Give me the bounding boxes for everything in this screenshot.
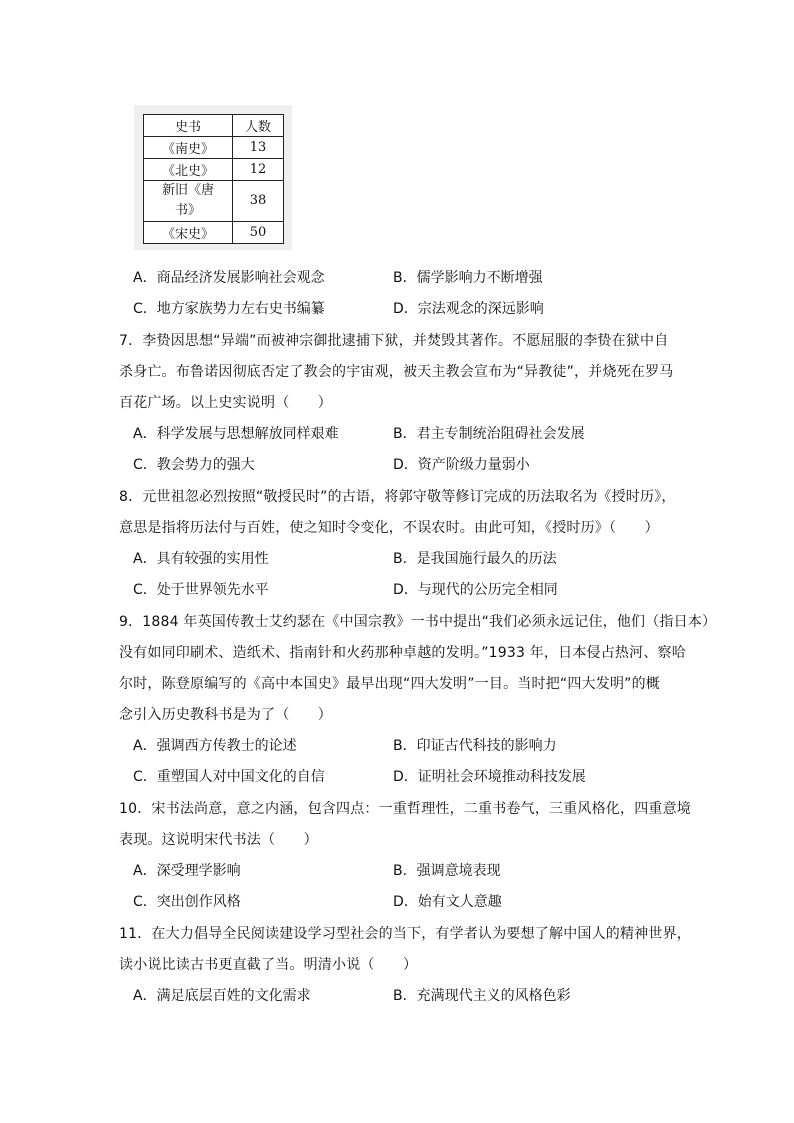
- q8-option-b: B．是我国施行最久的历法: [393, 551, 557, 567]
- q9-stem-line-3: 尔时，陈登原编写的《高中本国史》最早出现“四大发明”一目。当时把“四大发明”的概: [119, 676, 661, 692]
- q11-stem-line-1: 11．在大力倡导全民阅读建设学习型社会的当下，有学者认为要想了解中国人的精神世界，: [119, 926, 692, 942]
- history-books-table-container: [134, 105, 292, 250]
- q10-option-a: A．深受理学影响: [133, 863, 241, 879]
- table-cell-count: 50: [233, 222, 284, 244]
- table-row: [144, 137, 284, 159]
- q8-option-c: C．处于世界领先水平: [133, 582, 269, 598]
- table-header-book: 史书: [144, 115, 233, 137]
- q10-stem-line-2: 表现。这说明宋代书法（ ）: [119, 832, 318, 848]
- table-row: [144, 159, 284, 181]
- table-cell-count: 38: [233, 181, 284, 222]
- q9-stem-line-4: 念引入历史教科书是为了（ ）: [119, 707, 332, 723]
- q9-stem-line-2: 没有如同印刷术、造纸术、指南针和火药那种卓越的发明。”1933 年，日本侵占热河、察哈: [119, 645, 686, 661]
- table-cell-count: 13: [233, 137, 284, 159]
- q11-option-b: B．充满现代主义的风格色彩: [393, 988, 571, 1004]
- q7-stem-line-2: 杀身亡。布鲁诺因彻底否定了教会的宇宙观，被天主教会宣布为“异教徒”，并烧死在罗马: [119, 364, 674, 380]
- q8-option-a: A．具有较强的实用性: [133, 551, 269, 567]
- q6-option-a: A．商品经济发展影响社会观念: [133, 270, 325, 286]
- q8-stem-line-2: 意思是指将历法付与百姓，使之知时令变化，不误农时。由此可知，《授时历》（ ）: [119, 520, 659, 536]
- q7-stem-line-1: 7．李贽因思想“异端”而被神宗御批逮捕下狱，并焚毁其著作。不愿屈服的李贽在狱中自: [119, 333, 669, 349]
- table-cell-count: 12: [233, 159, 284, 181]
- q11-stem-line-2: 读小说比读古书更直截了当。明清小说（ ）: [119, 957, 418, 973]
- q9-option-a: A．强调西方传教士的论述: [133, 738, 297, 754]
- table-header-count: 人数: [233, 115, 284, 137]
- q8-option-d: D．与现代的公历完全相同: [393, 582, 558, 598]
- q11-option-a: A．满足底层百姓的文化需求: [133, 988, 311, 1004]
- q7-option-b: B．君主专制统治阻碍社会发展: [393, 426, 585, 442]
- q10-option-b: B．强调意境表现: [393, 863, 501, 879]
- table-row: [144, 222, 284, 244]
- table-cell-book: [144, 181, 233, 222]
- q9-option-b: B．印证古代科技的影响力: [393, 738, 557, 754]
- q7-option-a: A．科学发展与思想解放同样艰难: [133, 426, 339, 442]
- q10-option-c: C．突出创作风格: [133, 894, 241, 910]
- q7-option-c: C．教会势力的强大: [133, 457, 255, 473]
- table-header-row: [144, 115, 284, 137]
- table-cell-book: 《宋史》: [144, 222, 233, 244]
- q9-option-c: C．重塑国人对中国文化的自信: [133, 769, 325, 785]
- table-cell-book: 《北史》: [144, 159, 233, 181]
- q6-option-b: B．儒学影响力不断增强: [393, 270, 543, 286]
- q10-stem-line-1: 10．宋书法尚意，意之内涵，包含四点：一重哲理性，二重书卷气，三重风格化，四重意境: [119, 801, 692, 817]
- q6-option-d: D．宗法观念的深远影响: [393, 301, 544, 317]
- q6-option-c: C．地方家族势力左右史书编纂: [133, 301, 325, 317]
- q9-stem-line-1: 9．1884 年英国传教士艾约瑟在《中国宗教》一书中提出“我们必须永远记住，他们（指日本）: [119, 614, 717, 630]
- table-row: [144, 181, 284, 222]
- table-cell-book-line1: 新旧《唐: [161, 183, 214, 198]
- table-cell-book-line2: 书》: [174, 203, 201, 218]
- q10-option-d: D．始有文人意趣: [393, 894, 502, 910]
- q8-stem-line-1: 8．元世祖忽必烈按照“敬授民时”的古语，将郭守敬等修订完成的历法取名为《授时历》，: [119, 489, 676, 505]
- history-books-table: [143, 114, 284, 244]
- q9-option-d: D．证明社会环境推动科技发展: [393, 769, 586, 785]
- q7-option-d: D．资产阶级力量弱小: [393, 457, 530, 473]
- q7-stem-line-3: 百花广场。以上史实说明（ ）: [119, 395, 332, 411]
- table-cell-book: 《南史》: [144, 137, 233, 159]
